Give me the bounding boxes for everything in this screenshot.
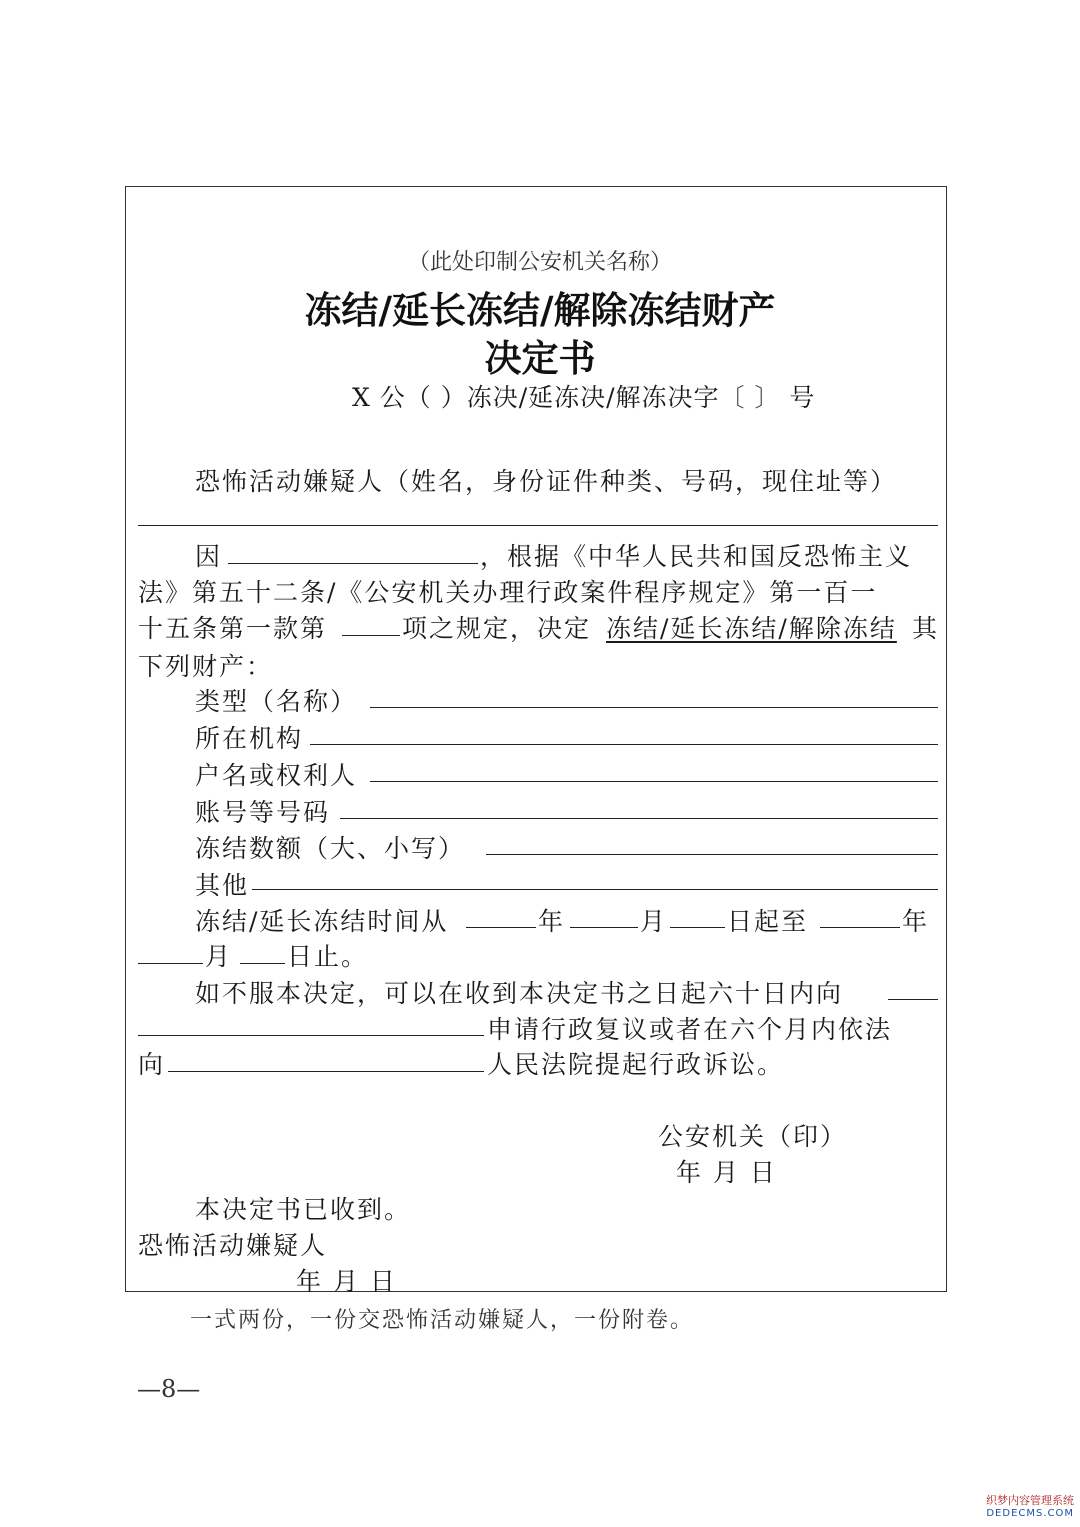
end-year-blank	[820, 927, 900, 928]
day-to-label: 日起至	[727, 907, 809, 936]
appeal-text-2: 申请行政复议或者在六个月内依法	[487, 1015, 893, 1044]
appeal-text-3: 人民法院提起行政诉讼。	[487, 1050, 785, 1079]
review-authority-blank	[888, 999, 938, 1000]
page-number: —8—	[137, 1375, 201, 1403]
appeal-text: 如不服本决定，可以在收到本决定书之日起六十日内向	[195, 979, 844, 1008]
end-month-blank	[138, 963, 203, 964]
end-day-label: 日止。	[287, 942, 369, 971]
suspect-label: 恐怖活动嫌疑人（姓名，身份证件种类、号码，现住址等）	[195, 467, 898, 496]
review-authority-blank-2	[138, 1035, 484, 1036]
watermark-line2: DEDECMS.COM	[986, 1508, 1074, 1519]
reason-label: 因	[195, 542, 223, 571]
police-seal: 公安机关（印）	[658, 1122, 848, 1151]
clause-text-b: 项之规定，决定	[402, 614, 592, 643]
receipt-suspect-label: 恐怖活动嫌疑人	[138, 1231, 328, 1260]
appeal-text-3-prefix: 向	[138, 1050, 166, 1079]
court-blank	[168, 1071, 484, 1072]
freeze-period-label: 冻结/延长冻结时间从	[195, 907, 449, 936]
legal-basis-text: ，根据《中华人民共和国反恐怖主义	[480, 542, 913, 571]
reason-blank	[228, 563, 478, 564]
field-holder-line	[370, 781, 938, 782]
month-label: 月	[640, 907, 668, 936]
document-number: X 公（ ）冻决/延冻决/解冻决字〔 〕 号	[352, 383, 816, 412]
field-amount-label: 冻结数额（大、小写）	[195, 834, 466, 863]
field-holder-label: 户名或权利人	[195, 761, 358, 790]
field-account-label: 账号等号码	[195, 798, 331, 827]
clause-item-blank	[342, 635, 400, 636]
property-list-intro: 下列财产：	[138, 652, 274, 681]
decision-type-options: 冻结/延长冻结/解除冻结	[606, 614, 897, 643]
field-other-label: 其他	[195, 871, 250, 900]
clause-text: 十五条第一款第	[138, 614, 328, 643]
field-account-line	[340, 818, 938, 819]
end-month-label: 月	[205, 942, 233, 971]
end-year-label: 年	[902, 907, 930, 936]
field-institution-line	[310, 744, 938, 745]
watermark-line1: 织梦内容管理系统	[986, 1494, 1074, 1507]
document-title: 冻结/延长冻结/解除冻结财产	[304, 288, 776, 332]
receipt-text: 本决定书已收到。	[195, 1195, 412, 1224]
field-type-line	[370, 707, 938, 708]
field-type-label: 类型（名称）	[195, 687, 358, 716]
suspect-info-line	[138, 525, 938, 526]
field-institution-label: 所在机构	[195, 724, 304, 753]
start-month-blank	[570, 927, 638, 928]
signature-date: 年 月 日	[676, 1158, 777, 1187]
start-year-blank	[466, 927, 536, 928]
year-label: 年	[538, 907, 566, 936]
field-amount-line	[486, 854, 938, 855]
clause-text-d: 其	[912, 614, 940, 643]
watermark	[962, 1492, 1074, 1519]
receipt-date: 年 月 日	[296, 1267, 397, 1296]
end-day-blank	[240, 963, 285, 964]
start-day-blank	[670, 927, 725, 928]
document-title-line2: 决定书	[484, 336, 596, 380]
copies-note: 一式两份，一份交恐怖活动嫌疑人，一份附卷。	[190, 1308, 695, 1333]
legal-basis-text-line2: 法》第五十二条/《公安机关办理行政案件程序规定》第一百一	[138, 578, 878, 607]
field-other-line	[252, 889, 938, 890]
org-name-placeholder: （此处印制公安机关名称）	[407, 250, 672, 275]
